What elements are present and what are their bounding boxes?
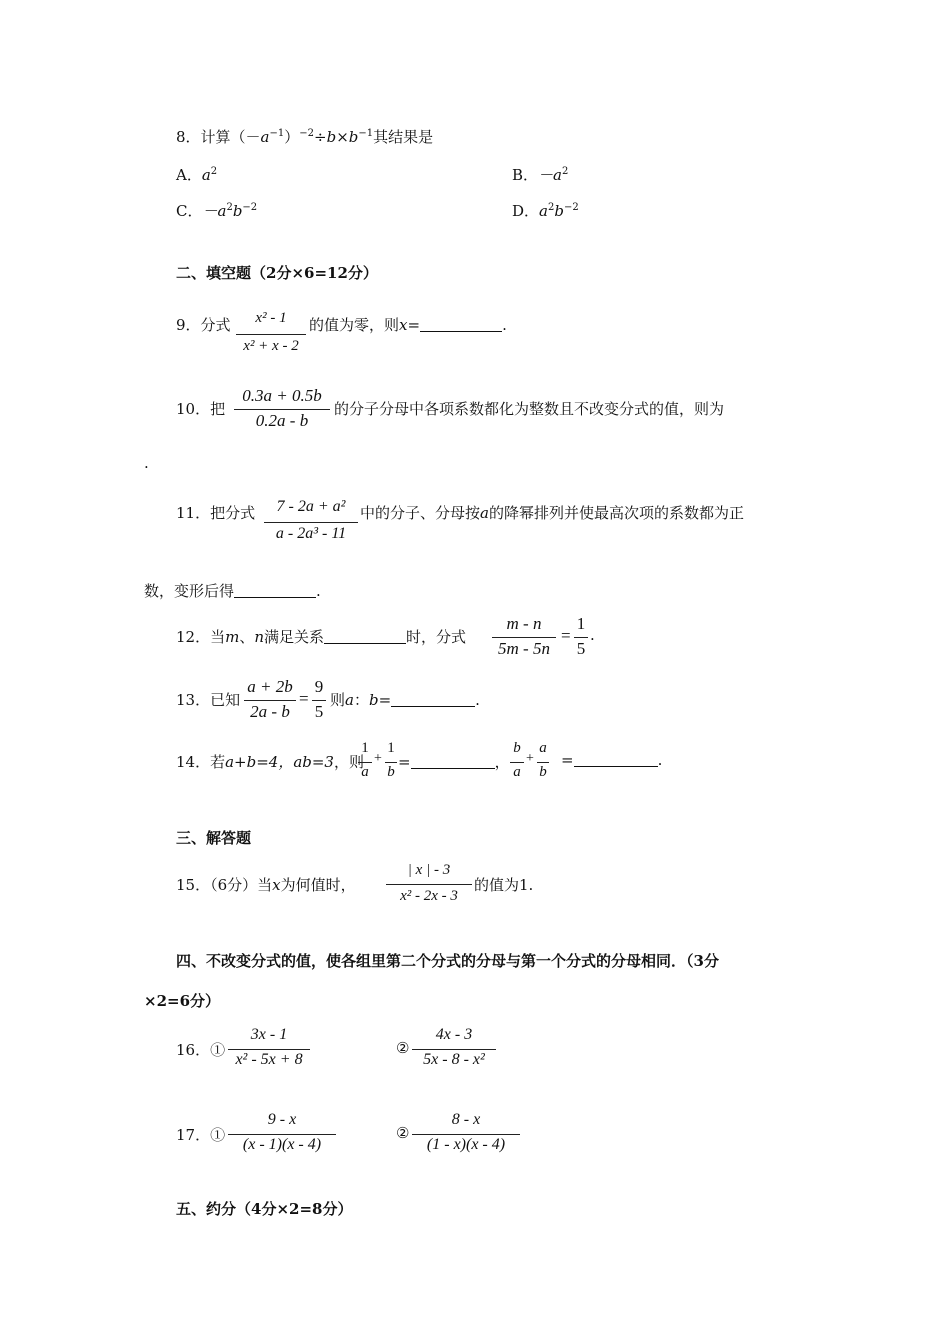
q14-plus-2: + (526, 751, 534, 766)
q10-numerator: 0.3a + 0.5b (242, 386, 322, 405)
q14-fraction-2: 1 b (385, 740, 397, 786)
q8-option-d: D．$a^2b^{-2}$ (512, 202, 579, 220)
q13-result-fraction (312, 677, 326, 725)
q15-denominator: x² - 2x - 3 (400, 888, 458, 904)
q13-result-numerator: 9 (314, 677, 324, 696)
q15-lead: 15．（6分）当x为何值时， (176, 876, 356, 894)
q10-fraction-bar (234, 409, 330, 410)
section-4-title-line2: ×2=6分） (144, 992, 221, 1010)
q11-answer-blank[interactable] (234, 583, 316, 598)
q12-result-bar (574, 637, 588, 638)
section-4-title-line1: 四、不改变分式的值，使各组里第二个分式的分母与第一个分式的分母相同．（3分 (176, 952, 719, 970)
q13-lead: 13．已知 (176, 691, 241, 709)
q13-equals: = (299, 689, 309, 708)
q10-fraction (234, 386, 330, 434)
q13-numerator: a + 2b (247, 677, 293, 696)
q16-lead: 16．① (176, 1041, 226, 1059)
q12-equals: = (561, 626, 571, 645)
q17-circle-2: ② (396, 1124, 410, 1142)
q9-fraction (236, 310, 306, 360)
q13-answer-blank[interactable] (391, 692, 475, 707)
q15-tail: 的值为1. (474, 876, 534, 894)
q14-middle: = ， (398, 753, 510, 771)
q15-fraction (386, 862, 472, 910)
q16-fraction-2: 4x - 3 5x - 8 - x² (412, 1026, 496, 1074)
q14-fraction-1: 1 a (358, 740, 372, 786)
q12-numerator: m - n (506, 614, 542, 633)
q10-lead: 10．把 (176, 400, 226, 418)
q8-option-a: A．$a^2$ (176, 166, 218, 184)
q13-tail: 则a：b= . (330, 691, 480, 709)
q16-circle-2: ② (396, 1039, 410, 1057)
q14-answer-blank-2[interactable] (574, 752, 658, 767)
q10-continuation: . (144, 454, 149, 472)
q9-answer-blank[interactable] (420, 317, 502, 332)
q17-fraction-1: 9 - x (x - 1)(x - 4) (228, 1111, 336, 1159)
q13-fraction (244, 677, 296, 725)
q9-numerator: x² - 1 (255, 310, 287, 326)
q11-tail: 中的分子、分母按a的降幂排列并使最高次项的系数都为正 (360, 504, 744, 522)
q17-lead: 17．① (176, 1126, 226, 1144)
q13-result-denominator: 5 (314, 702, 324, 721)
q8-option-b: B．$-a^2$ (512, 166, 569, 184)
q11-denominator: a - 2a³ - 11 (275, 525, 347, 542)
q8-stem: 8．计算$(-a^{-1})^{-2}\div b\times b^{-1}$其结果是 (176, 128, 434, 146)
q12-result-fraction (574, 614, 588, 662)
q11-numerator: 7 - 2a + a² (276, 498, 346, 515)
q14-end: = . (561, 751, 663, 769)
q13-denominator: 2a - b (250, 702, 290, 721)
q12-result-numerator: 1 (576, 614, 586, 633)
q14-fraction-4: a b (537, 740, 549, 786)
q11-fraction (264, 498, 358, 548)
section-3-title: 三、解答题 (176, 829, 252, 847)
q15-fraction-bar (386, 884, 472, 885)
q9-denominator: x² + x - 2 (243, 338, 299, 354)
q17-fraction-2: 8 - x (1 - x)(x - 4) (412, 1111, 520, 1159)
section-5-title: 五、约分（4分×2=8分） (176, 1200, 353, 1218)
q12-denominator: 5m - 5n (498, 639, 550, 658)
q11-fraction-bar (264, 522, 358, 523)
q10-tail: 的分子分母中各项系数都化为整数且不改变分式的值，则为 (334, 400, 725, 418)
q13-fraction-bar (244, 700, 296, 701)
section-2-title: 二、填空题（2分×6=12分） (176, 264, 378, 282)
q9-fraction-bar (236, 334, 306, 335)
q14-lead: 14．若a+b=4，ab=3，则 (176, 753, 364, 771)
q11-continuation: 数，变形后得 . (144, 582, 321, 600)
q9-lead: 9．分式 (176, 316, 231, 334)
q8-option-c: C．$-a^2b^{-2}$ (176, 202, 258, 220)
q16-fraction-1: 3x - 1 x² - 5x + 8 (228, 1026, 310, 1074)
q14-plus-1: + (374, 751, 382, 766)
q12-stem: 12．当m、n满足关系 时，分式 (176, 628, 467, 646)
q13-result-bar (312, 700, 326, 701)
q12-answer-blank[interactable] (324, 629, 406, 644)
q9-tail: 的值为零，则x= . (309, 316, 507, 334)
q12-fraction-bar (492, 637, 556, 638)
q14-fraction-3: b a (510, 740, 524, 786)
q11-lead: 11．把分式 (176, 504, 256, 522)
q12-result-denominator: 5 (576, 639, 586, 658)
q12-fraction (492, 614, 556, 662)
q14-answer-blank-1[interactable] (411, 754, 495, 769)
q10-denominator: 0.2a - b (255, 411, 309, 430)
q15-numerator: | x | - 3 (407, 862, 451, 878)
q12-end: . (590, 626, 595, 644)
